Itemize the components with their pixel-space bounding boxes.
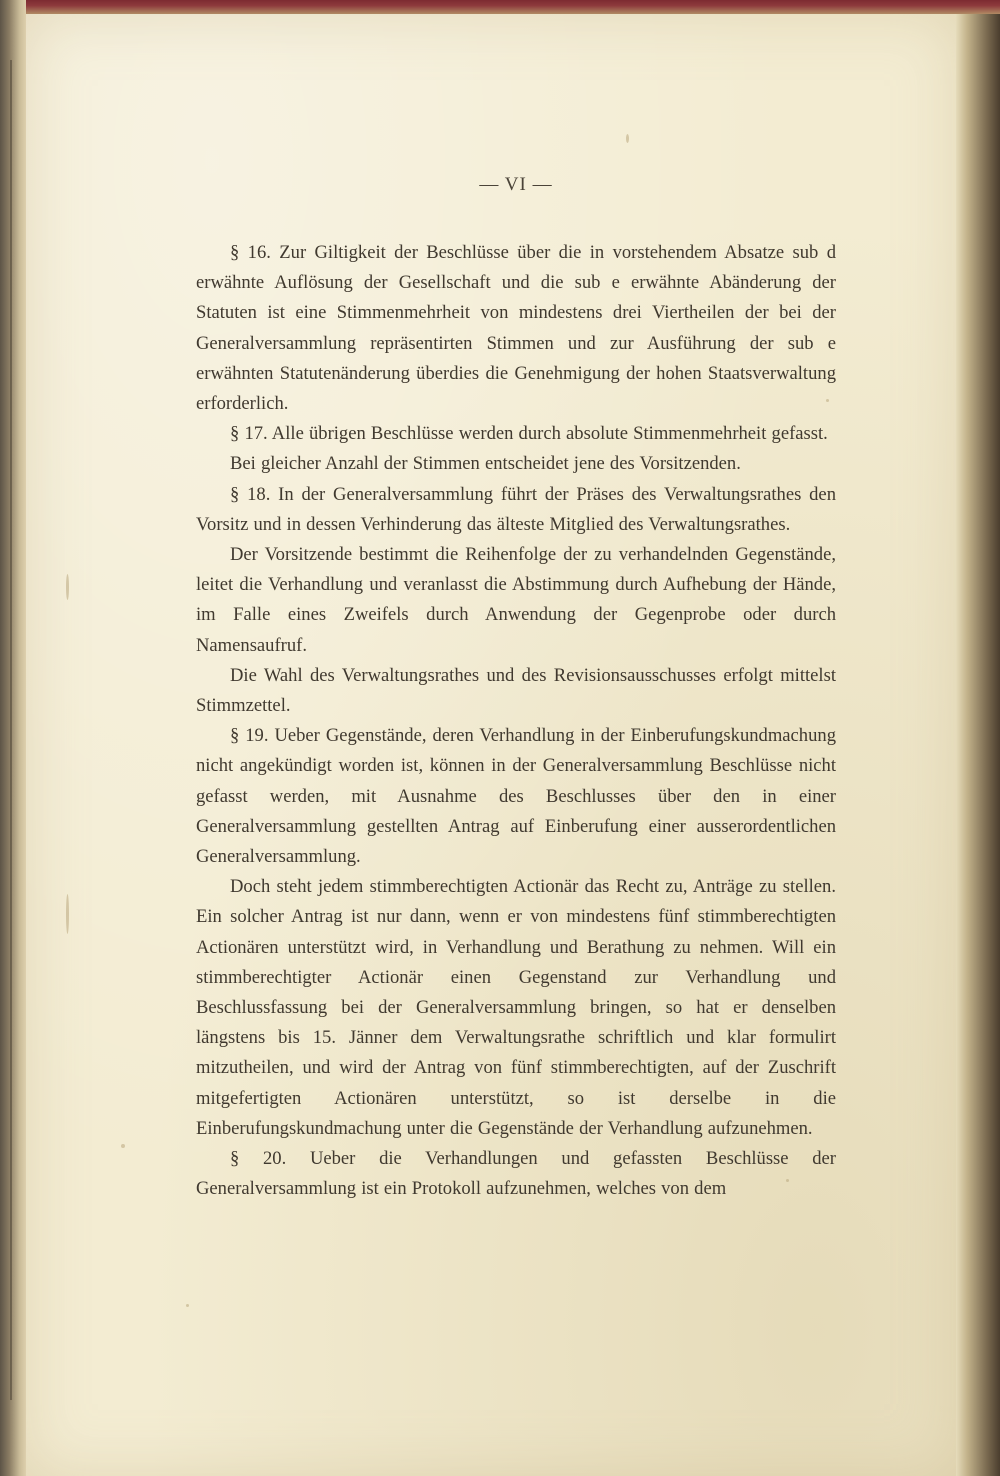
page-text-column bbox=[196, 174, 836, 1205]
paragraph-18: § 18. In der Generalversammlung führt der Präses des Verwaltungsrathes den Vorsitz und in dessen Verhinderung das älteste Mitglied des Verwaltungsrathes. bbox=[196, 483, 836, 535]
paragraph-18c: Die Wahl des Verwaltungsrathes und des Revisionsausschusses erfolgt mittelst Stimmzettel. bbox=[196, 664, 836, 717]
page-number: — VI — bbox=[479, 174, 553, 195]
book-right-edge bbox=[956, 14, 1000, 1476]
gutter-shadow-line bbox=[10, 60, 12, 1400]
paper-speckle bbox=[121, 1144, 125, 1148]
paragraph-20: § 20. Ueber die Verhandlungen und gefassten Beschlüsse der Generalversammlung ist ein Protokoll aufzunehmen, welches von dem bbox=[196, 1148, 836, 1200]
paragraph-17b: Bei gleicher Anzahl der Stimmen entscheidet jene des Vorsitzenden. bbox=[230, 453, 741, 475]
paragraph-19b: Doch steht jedem stimmberechtigten Actionär das Recht zu, Anträge zu stellen. Ein solcher Antrag ist nur dann, wenn er von mindestens fünf stimmberechtigten Actionären unterstützt wird, in Verhandlung und Berathung zu nehmen. Will ein stimmberechtigter Actionär einen Gegenstand zur Verhandlung und Beschlussfassung bei der Generalversammlung bringen, so hat er denselben längstens bis 15. Jänner dem Verwaltungsrathe schriftlich und klar formulirt mitzutheilen, und wird der Antrag von fünf stimmberechtigten, auf der Zuschrift mitgefertigten Actionären unterstützt, so ist derselbe in die Einberufungskundmachung unter die Gegenstände der Verhandlung aufzunehmen. bbox=[196, 876, 836, 1139]
paragraph-18b: Der Vorsitzende bestimmt die Reihenfolge der zu verhandelnden Gegenstände, leitet die Verhandlung und veranlasst die Abstimmung durch Aufhebung der Hände, im Falle eines Zweifels durch Anwendung der Gegenprobe oder durch Namensaufruf. bbox=[196, 544, 836, 656]
paragraph-16: § 16. Zur Giltigkeit der Beschlüsse über die in vorstehendem Absatze sub d erwähnte Auflösung der Gesellschaft und die sub e erwähnte Abänderung der Statuten ist eine Stimmenmehrheit von mindestens drei Viertheilen der bei der Generalversammlung repräsentirten Stimmen und zur Ausführung der sub e erwähnten Statutenänderung überdies die Genehmigung der hohen Staatsverwaltung erforderlich. bbox=[196, 242, 836, 415]
paper-speckle bbox=[626, 134, 629, 143]
paper-sheet bbox=[26, 14, 956, 1476]
paragraph-17: § 17. Alle übrigen Beschlüsse werden durch absolute Stimmenmehrheit gefasst. bbox=[230, 423, 828, 445]
paragraph-19: § 19. Ueber Gegenstände, deren Verhandlung in der Einberufungskundmachung nicht angekündigt worden ist, können in der Generalversammlung Beschlüsse nicht gefasst werden, mit Ausnahme des Beschlusses über den in einer Generalversammlung gestellten Antrag auf Einberufung einer ausserordentlichen Generalversammlung. bbox=[196, 725, 836, 868]
paper-speckle bbox=[66, 574, 69, 600]
binding-gutter bbox=[0, 0, 26, 1476]
paper-speckle bbox=[186, 1304, 189, 1307]
paper-speckle bbox=[66, 894, 69, 934]
book-top-edge bbox=[0, 0, 1000, 14]
